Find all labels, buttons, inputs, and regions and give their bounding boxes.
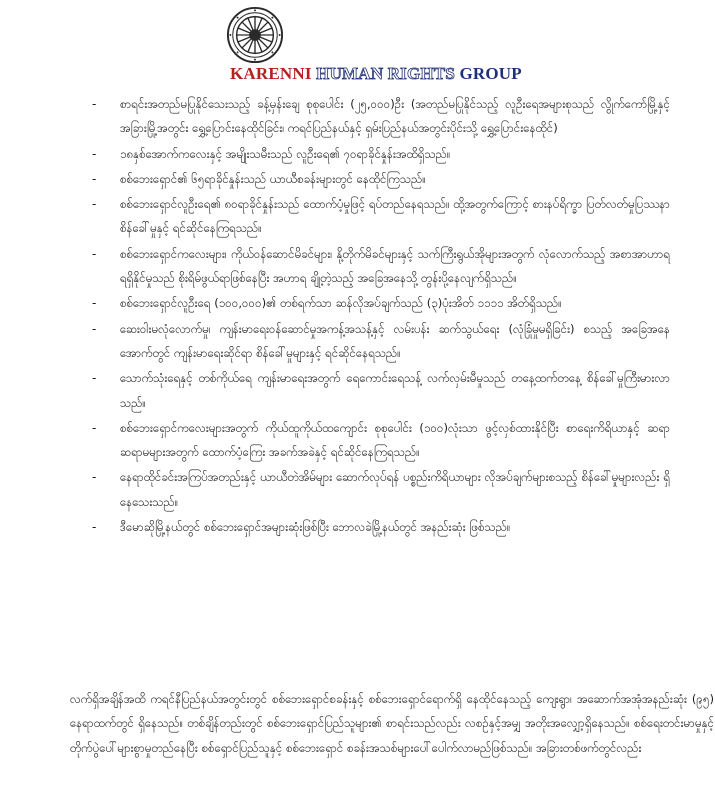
closing-paragraph: လက်ရှိအချိန်အထိ ကရင်နီပြည်နယ်အတွင်းတွင် စစ်ဘေးရှောင်စခန်းနှင့် စစ်ဘေးရှောင်ရောက်ရှိ နေထိုင်နေသည့် ကျေးရွာ၊ အဆောက်အအုံအနည်းဆုံး (၉၅) နေရာထက်တွင် ရှိနေသည်။ တစ်ချိန်တည်းတွင် စစ်ဘေးရှောင်ပြည်သူများ၏ စာရင်းသည်လည်း လစဉ်နှင့်အမျှ အတိုးအလျှော့ရှိနေသည်။ စစ်ရေးတင်းမာမှုနှင့် တိုက်ပွဲပေါ်များစွာမှုတည်နေပြီး စစ်ရှောင်ပြည်သူနှင့် စစ်ဘေးရှောင် စခန်းအသစ်များပေါ်ပေါက်လာမည်ဖြစ်သည်။ အခြားတစ်ဖက်တွင်လည်း <box>70 692 714 755</box>
list-item <box>70 465 670 514</box>
list-item <box>70 366 670 415</box>
list-item <box>70 92 670 141</box>
dash-bullet: - <box>92 470 97 485</box>
list-item <box>70 291 670 315</box>
list-item-text: စစ်ဘေးရှောင်လူဦးရေ (၁၀၀,၀၀၀)၏ တစ်ရက်သာ ဆန်လိုအပ်ချက်သည် (၃)ပုံးအိတ် ၁၁၁၁ အိတ်ရှိသည်။ <box>120 296 562 311</box>
list-item-text: စစ်ဘေးရှောင်ကလေးများအတွက် ကိုယ်ထူကိုယ်ထကျောင်း စုစုပေါင်း (၁၀၀)လုံးသာ ဖွင့်လှစ်ထားနိုင်ပြီး စာရေးကိရိယာနှင့် ဆရာဆရာမများအတွက် ထောက်ပံ့ကြေး အခက်အခဲနှင့် ရင်ဆိုင်နေကြရသည်။ <box>120 420 670 460</box>
dash-bullet: - <box>92 171 97 186</box>
list-item-text: စစ်ဘေးရှောင်ကလေးများ၊ ကိုယ်ဝန်ဆောင်မိခင်များ၊ နို့တိုက်မိခင်များနှင့် သက်ကြီးရွယ်အိုများအတွက် လုံလောက်သည့် အစာအာဟာရ ရရှိနိုင်မှုသည် စိုးရိမ်ဖွယ်ရာဖြစ်နေပြီး အဟာရ ချို့တဲ့သည့် အခြေအနေသို့ တွန်းပို့နေလျက်ရှိသည်။ <box>120 246 670 286</box>
organization-name <box>230 64 522 84</box>
dash-bullet: - <box>92 296 97 311</box>
list-item-text: စာရင်းအတည်မပြုနိုင်သေးသည့် ခန့်မှန်းချေ စုစုပေါင်း (၂၅,၀၀၀)ဦး (အတည်မပြုနိုင်သည့် လူဦးရေအများစုသည် လွိုက်ကော်မြို့နှင့် အခြားမြို့အတွင်း ရွှေ့ပြောင်းနေထိုင်ခြင်း၊ ကရင်ပြည်နယ်နှင့် ရှမ်းပြည်နယ်အတွင်းပိုင်းသို့ ရွှေ့ပြောင်းနေထိုင်) <box>120 97 670 136</box>
list-item-text: စစ်ဘေးရှောင်၏ ၆၅ရာခိုင်နှုန်းသည် ယာယီစခန်းများတွင် နေထိုင်ကြသည်။ <box>120 171 426 186</box>
list-item <box>70 142 670 166</box>
list-item-text: စစ်ဘေးရှောင်လူဦးရေ၏ ၈၀ရာခိုင်နှုန်းသည် ထောက်ပံ့မှုဖြင့် ရပ်တည်နေရသည်။ ထို့အတွက်ကြောင့် စားနပ်ရိက္ခာ ပြတ်လတ်မှုပြဿနာ စိန်ခေါ်မှုနှင့် ရင်ဆိုင်နေကြရသည်။ <box>120 197 670 236</box>
dash-bullet: - <box>92 520 97 535</box>
org-name-human-rights: HUMAN RIGHTS <box>316 64 456 83</box>
list-item <box>70 242 670 291</box>
list-item <box>70 515 670 539</box>
list-item-text: ဆေးဝါးမလုံလောက်မှု၊ ကျန်းမာရေးဝန်ဆောင်မှုအကန့်အသန့်နှင့် လမ်းပန်း ဆက်သွယ်ရေး (လုံခြုံမှုမရှိခြင်း) စသည့် အခြေအနေအောက်တွင် ကျန်းမာရေးဆိုင်ရာ စိန်ခေါ်မှုများနှင့် ရင်ဆိုင်နေရသည်။ <box>120 321 670 360</box>
dash-bullet: - <box>92 246 97 261</box>
dash-bullet: - <box>92 321 97 336</box>
list-item <box>70 167 670 191</box>
dash-bullet: - <box>92 97 97 111</box>
dharma-wheel-seal-icon <box>226 6 284 64</box>
list-item-text: ၁၈နှစ်အောက်ကလေးနှင့် အမျိုးသမီးသည် လူဦးရေ၏ ၇၀ရာခိုင်နှုန်းအထိရှိသည်။ <box>120 146 451 161</box>
list-item <box>70 192 670 241</box>
bullet-list-section <box>70 92 670 540</box>
bullet-list <box>70 92 670 539</box>
dash-bullet: - <box>92 197 97 212</box>
dash-bullet: - <box>92 371 97 386</box>
dash-bullet: - <box>92 146 97 161</box>
list-item-text: ဒီမောဆိုမြို့နယ်တွင် စစ်ဘေးရှောင်အများဆုံးဖြစ်ပြီး ဘောလခဲမြို့နယ်တွင် အနည်းဆုံး ဖြစ်သည်။ <box>120 520 511 535</box>
dash-bullet: - <box>92 420 97 435</box>
org-name-karenni: KARENNI <box>230 64 317 83</box>
list-item <box>70 317 670 366</box>
document-header <box>0 4 715 86</box>
list-item <box>70 416 670 465</box>
org-name-group: GROUP <box>455 64 522 83</box>
list-item-text: နေရာထိုင်ခင်းအကြပ်အတည်းနှင့် ယာယီတဲအိမ်များ ဆောက်လုပ်ရန် ပစ္စည်းကိရိယာများ လိုအပ်ချက်များစသည့် စိန်ခေါ်မှုများလည်း ရှိနေသေးသည်။ <box>120 470 670 509</box>
list-item-text: သောက်သုံးရေနှင့် တစ်ကိုယ်ရေ ကျန်းမာရေးအတွက် ရေကောင်းရေသန့် လက်လှမ်းမီမှုသည် တနေ့ထက်တနေ့ စိန်ခေါ်မှုကြီးမားလာသည်။ <box>120 371 670 410</box>
